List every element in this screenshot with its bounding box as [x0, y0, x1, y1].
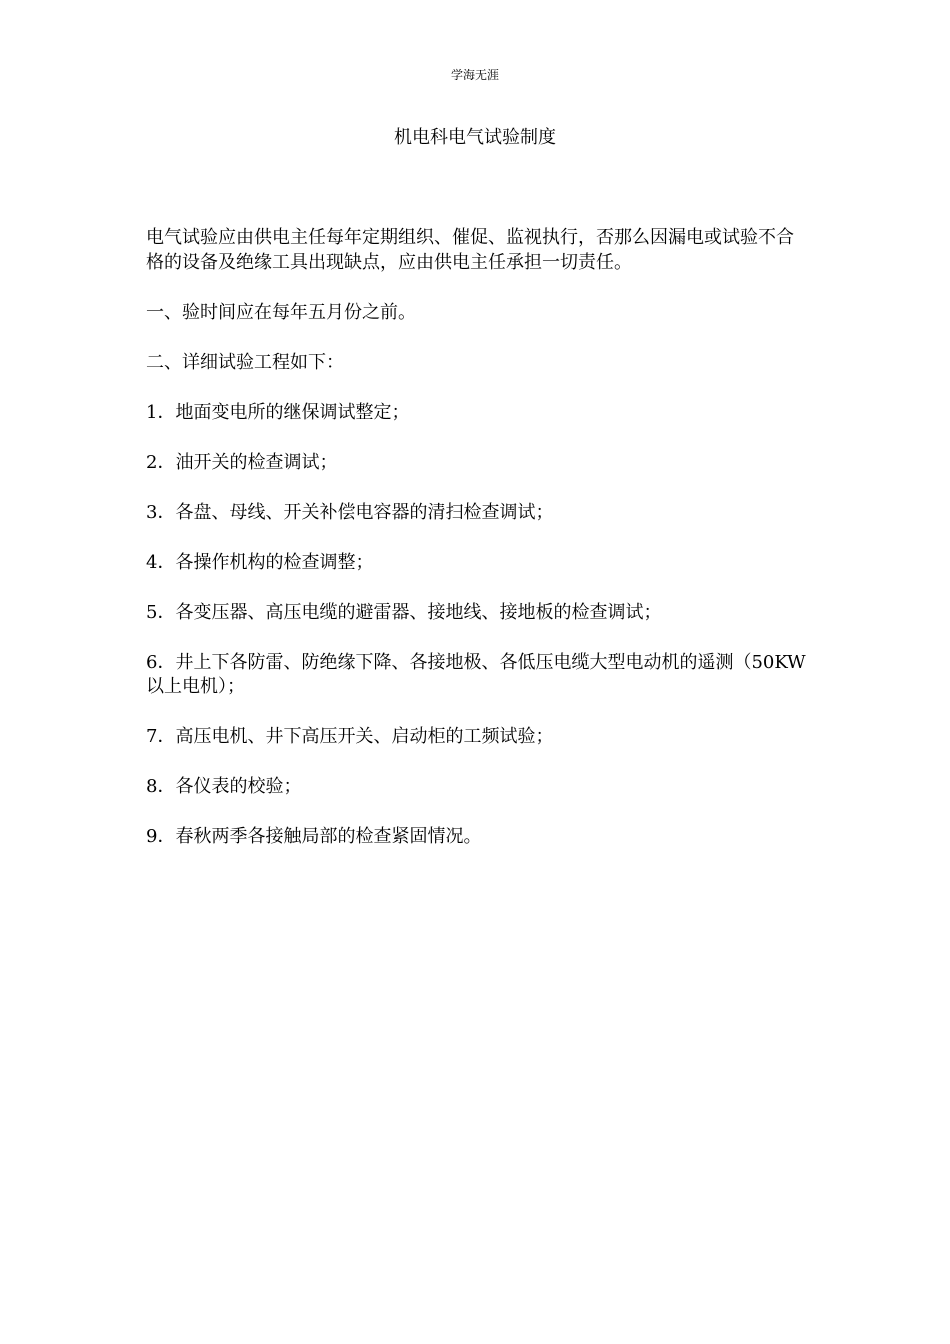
- intro-paragraph: 电气试验应由供电主任每年定期组织、催促、监视执行，否那么因漏电或试验不合格的设备及绝缘工具出现缺点，应由供电主任承担一切责任。: [146, 227, 794, 273]
- list-item-6: 6．井上下各防雷、防绝缘下降、各接地极、各低压电缆大型电动机的遥测（50KW 以上电机）；: [146, 651, 806, 697]
- list-item-3: 3．各盘、母线、开关补偿电容器的清扫检查调试；: [146, 501, 554, 523]
- list-item-5: 5．各变压器、高压电缆的避雷器、接地线、接地板的检查调试；: [146, 601, 662, 623]
- section-one: 一、验时间应在每年五月份之前。: [146, 301, 416, 323]
- list-item-1: 1．地面变电所的继保调试整定；: [146, 401, 410, 423]
- list-item-9: 9．春秋两季各接触局部的检查紧固情况。: [146, 826, 482, 847]
- list-item-2: 2．油开关的检查调试；: [146, 451, 338, 473]
- document-title: 机电科电气试验制度: [394, 127, 556, 148]
- page-header: 学海无涯: [450, 68, 499, 82]
- list-item-4: 4．各操作机构的检查调整；: [146, 551, 374, 573]
- list-item-8: 8．各仪表的校验；: [146, 776, 302, 797]
- document-body: [146, 226, 806, 875]
- section-two-heading: 二、详细试验工程如下：: [146, 351, 344, 373]
- list-item-7: 7．高压电机、井下高压开关、启动柜的工频试验；: [146, 726, 554, 747]
